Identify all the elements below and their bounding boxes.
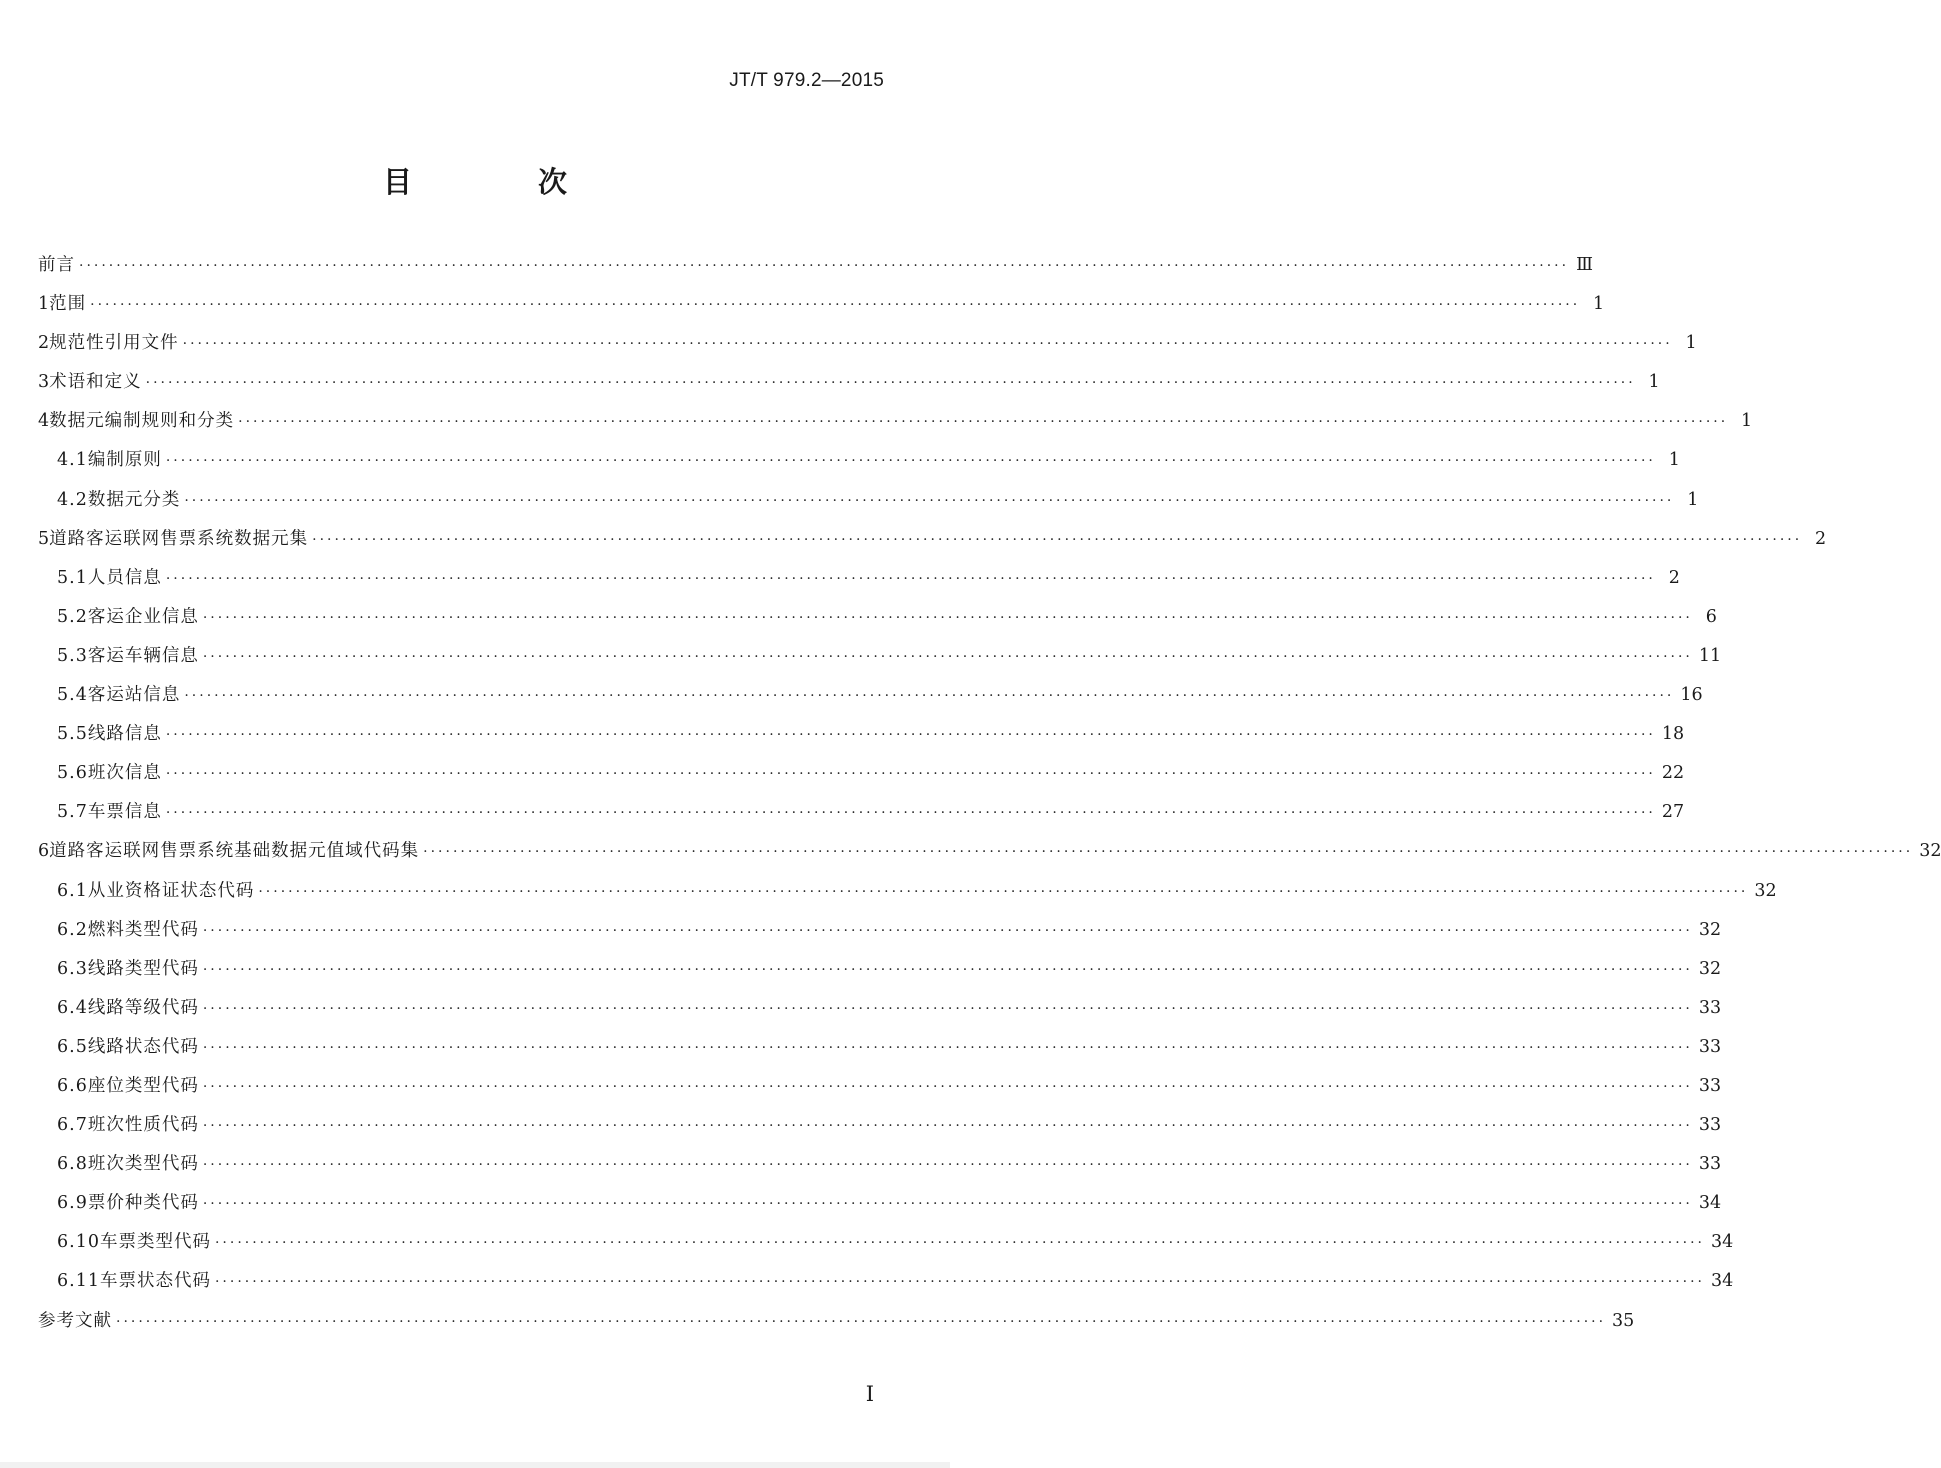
toc-page-number: 34 — [1711, 1271, 1734, 1292]
toc-section-number: 5.3 — [57, 645, 88, 666]
toc-entry[interactable] — [38, 1184, 1722, 1223]
toc-leader-dots: ········································································································································································································ — [145, 375, 1636, 392]
toc-entry[interactable] — [38, 1262, 1734, 1301]
toc-section-number: 6.8 — [57, 1154, 88, 1175]
toc-page-number: 1 — [1687, 489, 1699, 510]
toc-leader-dots: ········································································································································································································ — [165, 570, 1656, 587]
toc-section-title: 道路客运联网售票系统基础数据元值域代码集 — [49, 841, 420, 862]
toc-section-number: 4.1 — [57, 450, 88, 471]
toc-entry[interactable] — [38, 246, 1594, 285]
toc-section-title: 班次类型代码 — [87, 1154, 199, 1175]
toc-section-title: 车票信息 — [87, 802, 162, 823]
toc-page-number: 33 — [1698, 1115, 1722, 1136]
toc-page-number: 1 — [1668, 450, 1680, 471]
toc-section-number: 6.2 — [57, 919, 88, 940]
table-of-contents — [38, 246, 1941, 1341]
toc-page-number: 32 — [1698, 958, 1722, 979]
toc-section-title: 车票类型代码 — [99, 1232, 211, 1253]
toc-leader-dots: ········································································································································································································ — [238, 414, 1729, 431]
toc-entry[interactable] — [38, 1223, 1734, 1262]
toc-page-number: 1 — [1648, 372, 1660, 393]
toc-leader-dots: ········································································································································································································ — [165, 453, 1656, 470]
toc-entry[interactable] — [38, 1028, 1722, 1067]
toc-section-number: 6.9 — [57, 1193, 88, 1214]
toc-leader-dots: ········································································································································································································ — [202, 922, 1693, 939]
toc-leader-dots: ········································································································································································································ — [165, 766, 1656, 783]
toc-section-title: 线路类型代码 — [87, 958, 199, 979]
toc-section-number: 6 — [38, 841, 50, 862]
toc-section-title: 道路客运联网售票系统数据元集 — [49, 528, 309, 549]
toc-section-title: 线路信息 — [87, 724, 162, 745]
toc-section-title: 前言 — [38, 255, 75, 275]
toc-section-title: 规范性引用文件 — [49, 333, 179, 354]
toc-leader-dots: ········································································································································································································ — [165, 805, 1656, 822]
toc-section-number: 5.4 — [57, 685, 88, 706]
toc-leader-dots: ········································································································································································································ — [423, 844, 1914, 861]
toc-entry[interactable] — [38, 911, 1722, 950]
toc-section-title: 客运企业信息 — [87, 606, 199, 627]
toc-entry[interactable] — [38, 598, 1717, 637]
toc-page-number: 22 — [1661, 763, 1685, 784]
toc-section-number: 6.1 — [57, 880, 88, 901]
toc-entry[interactable] — [38, 441, 1680, 480]
toc-page-number: Ⅲ — [1576, 255, 1594, 275]
toc-entry[interactable] — [38, 402, 1753, 441]
toc-entry[interactable] — [38, 676, 1703, 715]
toc-leader-dots: ········································································································································································································ — [202, 648, 1693, 665]
toc-section-title: 班次性质代码 — [87, 1115, 199, 1136]
toc-section-title: 客运站信息 — [87, 685, 181, 706]
toc-section-title: 编制原则 — [87, 450, 162, 471]
toc-section-title: 参考文献 — [38, 1310, 112, 1331]
toc-entry[interactable] — [38, 950, 1722, 989]
toc-section-number: 5.2 — [57, 606, 88, 627]
toc-section-number: 5.1 — [57, 567, 88, 588]
toc-leader-dots: ········································································································································································································ — [184, 492, 1675, 509]
toc-page-number: 33 — [1698, 1036, 1722, 1057]
toc-entry[interactable] — [38, 715, 1685, 754]
toc-section-number: 5 — [38, 528, 50, 549]
toc-section-number: 6.10 — [57, 1232, 100, 1253]
toc-entry[interactable] — [38, 793, 1685, 832]
toc-page-number: 6 — [1705, 606, 1717, 627]
toc-leader-dots: ········································································································································································································ — [79, 258, 1570, 274]
toc-entry[interactable] — [38, 324, 1697, 363]
toc-section-title: 座位类型代码 — [87, 1075, 199, 1096]
toc-page-number: 32 — [1698, 919, 1722, 940]
page-title: 目 次 — [382, 165, 626, 199]
toc-entry[interactable] — [38, 363, 1660, 402]
toc-section-number: 2 — [38, 333, 50, 354]
toc-page-number: 2 — [1668, 567, 1680, 588]
toc-leader-dots: ········································································································································································································ — [202, 1039, 1693, 1056]
toc-entry[interactable] — [38, 285, 1605, 324]
toc-section-number: 3 — [38, 372, 50, 393]
toc-leader-dots: ········································································································································································································ — [202, 1196, 1693, 1213]
toc-section-title: 客运车辆信息 — [87, 645, 199, 666]
toc-page-number: 2 — [1815, 528, 1827, 549]
toc-entry[interactable] — [38, 520, 1827, 559]
toc-section-title: 线路等级代码 — [87, 997, 199, 1018]
toc-section-number: 1 — [38, 294, 50, 315]
toc-entry[interactable] — [38, 1106, 1722, 1145]
toc-section-title: 术语和定义 — [49, 372, 142, 393]
toc-entry[interactable] — [38, 1302, 1635, 1341]
toc-page-number: 1 — [1741, 411, 1753, 432]
toc-page-number: 32 — [1919, 841, 1941, 862]
toc-leader-dots: ········································································································································································································ — [116, 1313, 1607, 1330]
toc-section-number: 5.5 — [57, 724, 88, 745]
toc-section-number: 4.2 — [57, 489, 88, 510]
toc-section-title: 票价种类代码 — [87, 1193, 199, 1214]
toc-entry[interactable] — [38, 559, 1680, 598]
toc-page-number: 33 — [1698, 1154, 1722, 1175]
toc-section-number: 5.7 — [57, 802, 88, 823]
toc-page-number: 32 — [1754, 880, 1777, 901]
page-number: I — [865, 1382, 874, 1406]
toc-entry[interactable] — [38, 872, 1777, 911]
toc-page-number: 18 — [1661, 724, 1685, 745]
toc-section-title: 人员信息 — [87, 567, 162, 588]
toc-section-title: 燃料类型代码 — [87, 919, 199, 940]
toc-leader-dots: ········································································································································································································ — [165, 727, 1656, 744]
toc-leader-dots: ········································································································································································································ — [202, 1157, 1693, 1174]
toc-page-number: 1 — [1685, 333, 1697, 354]
toc-page-number: 35 — [1612, 1310, 1635, 1331]
toc-section-number: 6.7 — [57, 1115, 88, 1136]
toc-leader-dots: ········································································································································································································ — [202, 1118, 1693, 1135]
toc-entry[interactable] — [38, 754, 1685, 793]
toc-page-number: 16 — [1680, 685, 1703, 706]
toc-section-title: 车票状态代码 — [99, 1271, 211, 1292]
page-bottom-edge — [0, 1462, 950, 1468]
toc-leader-dots: ········································································································································································································ — [202, 1000, 1693, 1017]
toc-entry[interactable] — [38, 1067, 1722, 1106]
toc-section-number: 6.6 — [57, 1075, 88, 1096]
toc-section-number: 6.4 — [57, 997, 88, 1018]
toc-page-number: 34 — [1711, 1232, 1734, 1253]
toc-page-number: 27 — [1661, 802, 1685, 823]
toc-leader-dots: ········································································································································································································ — [90, 297, 1581, 314]
toc-entry[interactable] — [38, 1145, 1722, 1184]
toc-section-title: 从业资格证状态代码 — [87, 880, 255, 901]
toc-leader-dots: ········································································································································································································ — [214, 1235, 1706, 1252]
toc-section-number: 6.11 — [57, 1271, 100, 1292]
toc-page-number: 33 — [1698, 997, 1722, 1018]
toc-section-title: 数据元编制规则和分类 — [49, 411, 235, 432]
toc-section-title: 数据元分类 — [87, 489, 181, 510]
toc-leader-dots: ········································································································································································································ — [202, 1078, 1693, 1095]
toc-leader-dots: ········································································································································································································ — [258, 883, 1749, 900]
toc-page-number: 11 — [1698, 645, 1722, 666]
toc-section-number: 6.5 — [57, 1036, 88, 1057]
toc-leader-dots: ········································································································································································································ — [182, 336, 1673, 353]
toc-entry[interactable] — [38, 989, 1722, 1028]
toc-section-title: 范围 — [49, 294, 87, 315]
toc-entry[interactable] — [38, 832, 1941, 871]
toc-page-number: 1 — [1593, 294, 1605, 315]
standard-code: JT/T 979.2—2015 — [729, 70, 884, 91]
toc-leader-dots: ········································································································································································································ — [184, 688, 1675, 705]
toc-section-title: 班次信息 — [87, 763, 162, 784]
toc-leader-dots: ········································································································································································································ — [202, 961, 1693, 978]
toc-leader-dots: ········································································································································································································ — [214, 1274, 1706, 1291]
toc-leader-dots: ········································································································································································································ — [202, 609, 1693, 626]
toc-section-number: 6.3 — [57, 958, 88, 979]
toc-section-number: 5.6 — [57, 763, 88, 784]
toc-page-number: 34 — [1698, 1193, 1722, 1214]
toc-section-number: 4 — [38, 411, 50, 432]
toc-leader-dots: ········································································································································································································ — [312, 531, 1803, 548]
toc-entry[interactable] — [38, 481, 1699, 520]
toc-page-number: 33 — [1698, 1075, 1722, 1096]
toc-entry[interactable] — [38, 637, 1722, 676]
toc-section-title: 线路状态代码 — [87, 1036, 199, 1057]
